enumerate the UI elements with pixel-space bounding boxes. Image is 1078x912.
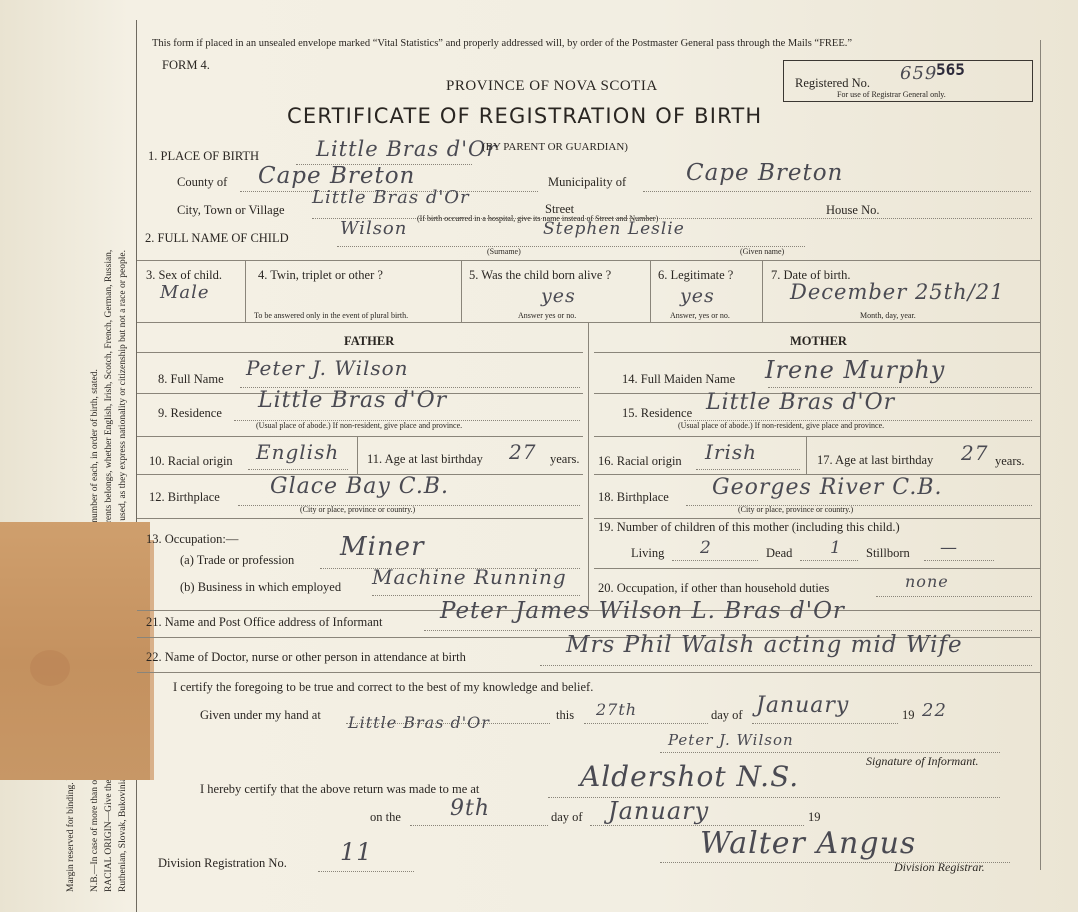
mother-birthplace-note: (City or place, province or country.)	[738, 505, 854, 514]
registrar-year-prefix: 19	[808, 810, 821, 824]
mail-notice: This form if placed in an unsealed envelope marked “Vital Statistics” and properly addressed will, by order of the Postmaster General pass through the Mails “FREE.”	[152, 38, 853, 49]
informant-value: Peter James Wilson L. Bras d'Or	[440, 598, 845, 624]
dotted-line	[752, 723, 898, 724]
certify-statement: I certify the foregoing to be true and correct to the best of my knowledge and belief.	[173, 680, 594, 694]
twin-label: 4. Twin, triplet or other ?	[258, 268, 383, 282]
mother-birthplace-value: Georges River C.B.	[712, 475, 943, 500]
informant-label: 21. Name and Post Office address of Informant	[146, 615, 383, 629]
city-value: Little Bras d'Or	[312, 187, 470, 208]
father-birthplace-label: 12. Birthplace	[149, 490, 220, 504]
mother-birthplace-label: 18. Birthplace	[598, 490, 669, 504]
mother-name-value: Irene Murphy	[765, 356, 946, 384]
registrar-signature-caption: Division Registrar.	[894, 860, 985, 874]
hospital-note: (If birth occurred in a hospital, give its name instead of Street and Number)	[417, 214, 659, 223]
registrar-signature: Walter Angus	[700, 826, 917, 861]
registered-stamped-number: 565	[936, 60, 965, 79]
street-label: Street	[545, 202, 575, 216]
mother-years-label: years.	[995, 454, 1025, 468]
day-of-label: day of	[711, 708, 743, 722]
dotted-line	[660, 752, 1000, 753]
rule-line	[137, 518, 583, 519]
surname-caption: (Surname)	[487, 247, 521, 256]
trade-label: (a) Trade or profession	[180, 553, 295, 567]
occupation-label: 13. Occupation:—	[146, 532, 239, 546]
dead-label: Dead	[766, 546, 793, 560]
mother-residence-note: (Usual place of abode.) If non-resident, give place and province.	[678, 421, 885, 430]
dotted-line	[768, 387, 1032, 388]
child-given-name: Stephen Leslie	[543, 219, 685, 239]
given-name-caption: (Given name)	[740, 247, 785, 256]
father-residence-note: (Usual place of abode.) If non-resident, give place and province.	[256, 421, 463, 430]
rule-line	[357, 436, 358, 474]
mother-heading: MOTHER	[790, 334, 847, 348]
division-registration-label: Division Registration No.	[158, 856, 287, 870]
tape-patch	[0, 522, 150, 780]
dotted-line	[540, 665, 1032, 666]
rule-line	[594, 518, 1040, 519]
month-value: January	[756, 693, 850, 718]
column-divider	[588, 322, 589, 610]
registered-handwritten: 659	[900, 63, 938, 84]
registrar-day-of-label: day of	[551, 810, 583, 824]
dotted-line	[337, 246, 805, 247]
stillborn-label: Stillborn	[866, 546, 910, 560]
this-label: this	[556, 708, 575, 722]
born-alive-value: yes	[541, 285, 576, 307]
dotted-line	[924, 560, 994, 561]
registrar-place-value: Aldershot N.S.	[580, 760, 800, 793]
dob-note: Month, day, year.	[860, 311, 916, 320]
rule-line	[594, 436, 1040, 437]
mother-occupation-label: 20. Occupation, if other than household duties	[598, 581, 830, 595]
rule-line	[762, 260, 763, 322]
form-number: FORM 4.	[162, 58, 210, 72]
city-label: City, Town or Village	[177, 203, 285, 217]
mother-race-label: 16. Racial origin	[598, 454, 682, 468]
mother-age-label: 17. Age at last birthday	[817, 453, 934, 467]
father-name-value: Peter J. Wilson	[246, 356, 409, 380]
father-birthplace-value: Glace Bay C.B.	[270, 474, 449, 499]
dotted-line	[672, 560, 758, 561]
municipality-value: Cape Breton	[686, 160, 844, 186]
sex-label: 3. Sex of child.	[146, 268, 223, 282]
child-name-label: 2. FULL NAME OF CHILD	[145, 231, 289, 245]
father-age-label: 11. Age at last birthday	[367, 452, 483, 466]
business-value: Machine Running	[372, 565, 567, 589]
father-age-value: 27	[509, 440, 537, 464]
business-label: (b) Business in which employed	[180, 580, 342, 594]
trade-value: Miner	[340, 532, 425, 562]
given-place-value: Little Bras d'Or	[348, 713, 490, 732]
dotted-line	[372, 595, 580, 596]
county-value: Cape Breton	[258, 163, 416, 189]
rule-line	[806, 436, 807, 474]
dotted-line	[424, 630, 1032, 631]
living-value: 2	[700, 538, 712, 558]
father-residence-value: Little Bras d'Or	[258, 388, 448, 413]
father-residence-label: 9. Residence	[158, 406, 222, 420]
registered-label: Registered No.	[795, 76, 870, 90]
born-alive-label: 5. Was the child born alive ?	[469, 268, 612, 282]
doctor-label: 22. Name of Doctor, nurse or other person in attendance at birth	[146, 650, 466, 664]
twin-note: To be answered only in the event of plural birth.	[254, 311, 409, 320]
given-under-label: Given under my hand at	[200, 708, 321, 722]
rule-line	[137, 436, 583, 437]
child-surname: Wilson	[340, 218, 408, 239]
rule-line	[650, 260, 651, 322]
dob-value: December 25th/21	[790, 280, 1005, 304]
mother-residence-value: Little Bras d'Or	[706, 390, 896, 415]
dotted-line	[410, 825, 548, 826]
rule-line	[594, 352, 1040, 353]
on-the-label: on the	[370, 810, 401, 824]
mother-residence-label: 15. Residence	[622, 406, 693, 420]
mother-name-label: 14. Full Maiden Name	[622, 372, 736, 386]
dotted-line	[696, 469, 800, 470]
rule-line	[137, 672, 1040, 673]
division-registration-value: 11	[340, 838, 373, 866]
rule-line	[594, 568, 1040, 569]
dotted-line	[584, 723, 708, 724]
mother-occupation-value: none	[905, 572, 949, 591]
year-prefix: 19	[902, 708, 915, 722]
county-label: County of	[177, 175, 228, 189]
born-alive-note: Answer yes or no.	[518, 311, 577, 320]
by-parent-note: (BY PARENT OR GUARDIAN)	[482, 141, 628, 153]
father-heading: FATHER	[344, 334, 395, 348]
children-count-label: 19. Number of children of this mother (including this child.)	[598, 520, 900, 534]
living-label: Living	[631, 546, 665, 560]
registrar-month-value: January	[608, 797, 710, 825]
mother-age-value: 27	[961, 441, 989, 465]
municipality-label: Municipality of	[548, 175, 627, 189]
legitimate-label: 6. Legitimate ?	[658, 268, 734, 282]
father-race-label: 10. Racial origin	[149, 454, 233, 468]
tape-stain	[30, 650, 70, 686]
dotted-line	[876, 596, 1032, 597]
dead-value: 1	[830, 538, 842, 558]
father-race-value: English	[256, 440, 340, 464]
year-value: 22	[922, 700, 947, 721]
place-of-birth-label: 1. PLACE OF BIRTH	[148, 149, 260, 163]
legitimate-value: yes	[680, 285, 715, 307]
dotted-line	[800, 560, 858, 561]
mother-race-value: Irish	[705, 440, 758, 464]
place-of-birth-value: Little Bras d'Or	[316, 137, 498, 161]
dotted-line	[248, 469, 348, 470]
legitimate-note: Answer, yes or no.	[670, 311, 730, 320]
registrar-statement: I hereby certify that the above return was made to me at	[200, 782, 480, 796]
dotted-line	[318, 871, 414, 872]
father-years-label: years.	[550, 452, 580, 466]
father-name-label: 8. Full Name	[158, 372, 224, 386]
registered-note: For use of Registrar General only.	[837, 90, 946, 99]
father-birthplace-note: (City or place, province or country.)	[300, 505, 416, 514]
informant-signature: Peter J. Wilson	[668, 731, 794, 749]
sex-value: Male	[160, 282, 210, 303]
house-number-label: House No.	[826, 203, 880, 217]
informant-signature-caption: Signature of Informant.	[866, 754, 979, 768]
rule-line	[137, 260, 1040, 261]
dotted-line	[643, 191, 1031, 192]
stillborn-value: —	[940, 538, 958, 558]
rule-line	[245, 260, 246, 322]
doctor-value: Mrs Phil Walsh acting mid Wife	[566, 632, 963, 658]
day-value: 27th	[596, 700, 638, 719]
rule-line	[137, 352, 583, 353]
province-heading: PROVINCE OF NOVA SCOTIA	[446, 78, 658, 94]
dob-label: 7. Date of birth.	[771, 268, 851, 282]
document-title: CERTIFICATE OF REGISTRATION OF BIRTH	[287, 104, 763, 128]
right-border-line	[1040, 40, 1041, 870]
registrar-day-value: 9th	[450, 796, 491, 821]
rule-line	[461, 260, 462, 322]
